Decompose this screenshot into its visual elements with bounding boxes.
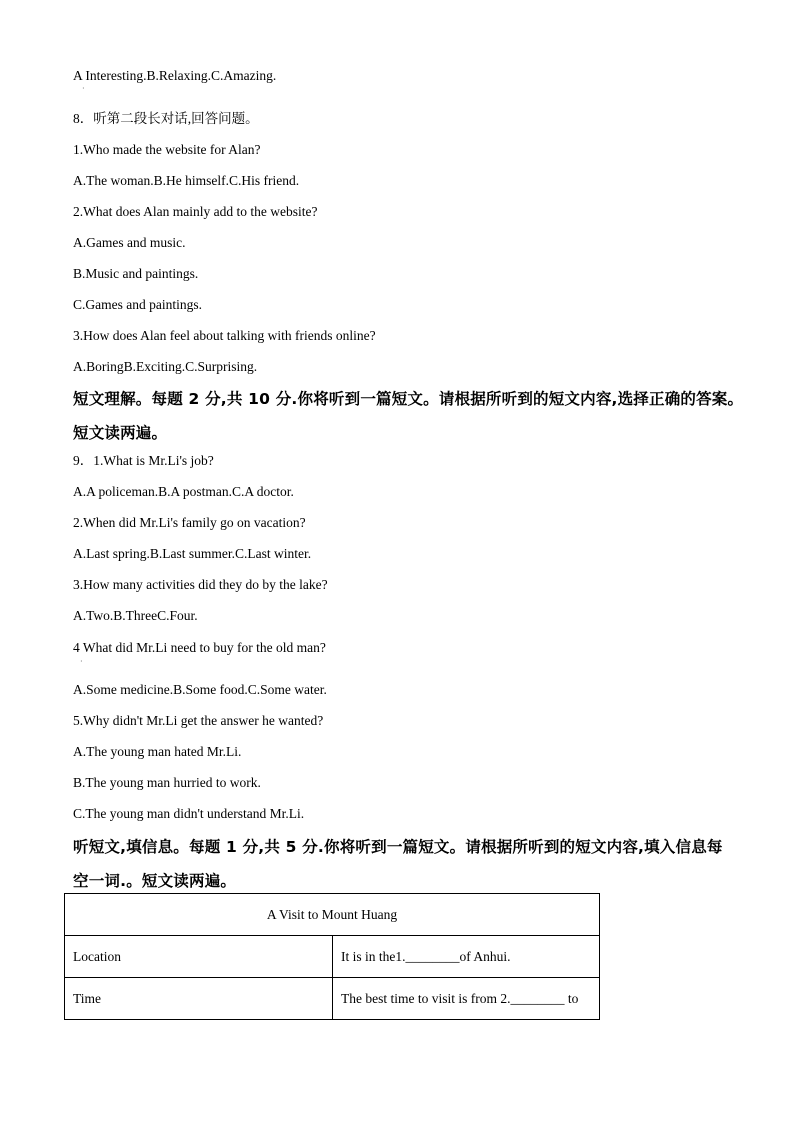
table-value-location: It is in the1.________of Anhui.	[333, 936, 600, 978]
answer-options-9-3: A.Two.B.ThreeC.Four.	[73, 608, 198, 623]
table-title: A Visit to Mount Huang	[65, 894, 600, 936]
question-9-3: 3.How many activities did they do by the lake?	[73, 577, 328, 592]
question-9-4: 4 What did Mr.Li need to buy for the old man?	[73, 640, 326, 655]
option-8-2-a: A.Games and music.	[73, 235, 186, 250]
stray-dot: ·	[80, 657, 83, 666]
table-label-location: Location	[65, 936, 333, 978]
option-8-2-b: B.Music and paintings.	[73, 266, 199, 281]
section-heading-fill-info: 听短文,填信息。每题 1 分,共 5 分.你将听到一篇短文。请根据所听到的短文内容,填入信息每	[73, 838, 723, 856]
answer-options-9-4: A.Some medicine.B.Some food.C.Some water.	[73, 682, 327, 697]
question-9-2: 2.When did Mr.Li's family go on vacation?	[73, 515, 306, 530]
table-row	[65, 936, 600, 978]
info-table	[64, 893, 600, 1020]
table-label-time: Time	[65, 978, 333, 1020]
answer-options-8-1: A.The woman.B.He himself.C.His friend.	[73, 173, 300, 188]
question-8-3: 3.How does Alan feel about talking with friends online?	[73, 328, 376, 343]
option-8-2-c: C.Games and paintings.	[73, 297, 202, 312]
answer-options-9-2: A.Last spring.B.Last summer.C.Last winter.	[73, 546, 312, 561]
answer-options-q7: A Interesting.B.Relaxing.C.Amazing.	[73, 68, 277, 83]
table-value-time: The best time to visit is from 2.________ to	[333, 978, 600, 1020]
section-heading-fill-info-cont: 空一词.。短文读两遍。	[73, 872, 237, 890]
table-row	[65, 978, 600, 1020]
question-8-2: 2.What does Alan mainly add to the website?	[73, 204, 318, 219]
question-9-1: 9．1.What is Mr.Li's job?	[73, 453, 214, 468]
question-8-1: 1.Who made the website for Alan?	[73, 142, 261, 157]
stray-dot: ·	[82, 84, 85, 93]
answer-options-9-1: A.A policeman.B.A postman.C.A doctor.	[73, 484, 294, 499]
question-9-5: 5.Why didn't Mr.Li get the answer he wanted?	[73, 713, 324, 728]
answer-options-8-3: A.BoringB.Exciting.C.Surprising.	[73, 359, 258, 374]
option-9-5-a: A.The young man hated Mr.Li.	[73, 744, 242, 759]
option-9-5-c: C.The young man didn't understand Mr.Li.	[73, 806, 305, 821]
section-heading-reading-cont: 短文读两遍。	[73, 424, 168, 442]
section-8-instruction: 8．听第二段长对话,回答问题。	[73, 111, 259, 126]
section-heading-reading: 短文理解。每题 2 分,共 10 分.你将听到一篇短文。请根据所听到的短文内容,选择正确的答案。	[73, 390, 744, 408]
option-9-5-b: B.The young man hurried to work.	[73, 775, 261, 790]
table-header-row	[65, 894, 600, 936]
